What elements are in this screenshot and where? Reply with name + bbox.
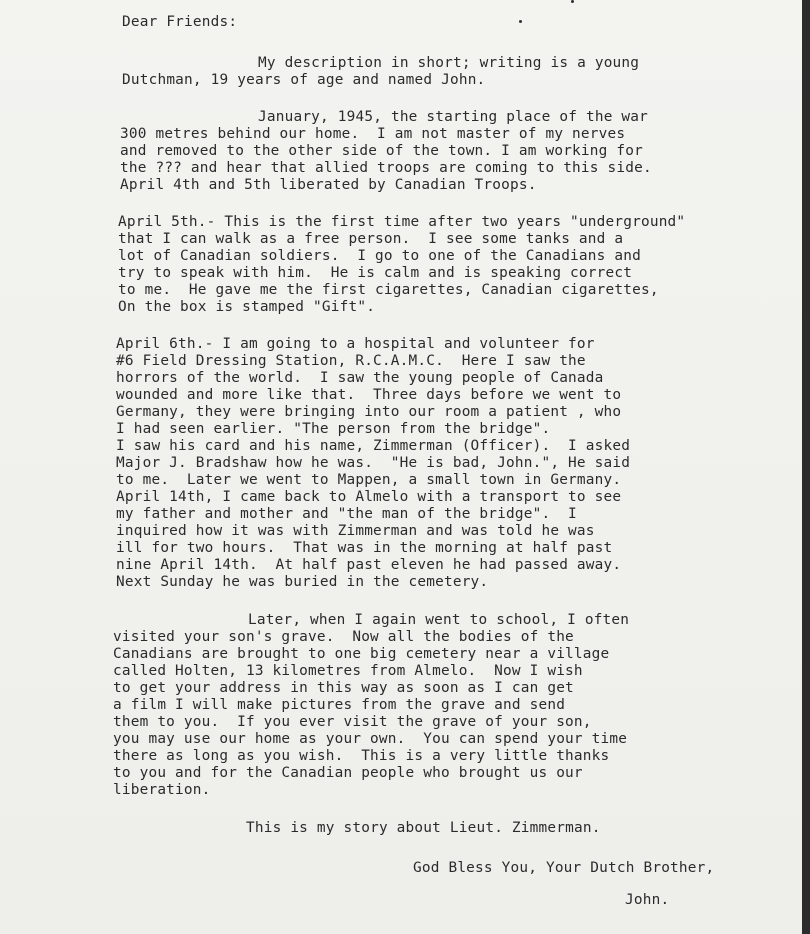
salutation: Dear Friends: xyxy=(122,14,238,30)
paragraph-5-line-10: to you and for the Canadian people who brought us our xyxy=(113,765,583,781)
paragraph-4-line-14: nine April 14th. At half past eleven he had passed away. xyxy=(116,557,622,573)
paragraph-4-line-7: I saw his card and his name, Zimmerman (Officer). I asked xyxy=(116,438,631,454)
paragraph-6-line-1: This is my story about Lieut. Zimmerman. xyxy=(246,820,601,836)
paragraph-3-line-3: lot of Canadian soldiers. I go to one of the Canadians and xyxy=(118,248,641,264)
ink-mark xyxy=(571,0,574,3)
paragraph-2-line-4: the ??? and hear that allied troops are coming to this side. xyxy=(120,160,652,176)
paragraph-5-line-7: them to you. If you ever visit the grave of your son, xyxy=(113,714,592,730)
paragraph-2-line-5: April 4th and 5th liberated by Canadian Troops. xyxy=(120,177,537,193)
paragraph-5-line-3: Canadians are brought to one big cemetery near a village xyxy=(113,646,610,662)
paragraph-5-line-8: you may use our home as your own. You can spend your time xyxy=(113,731,628,747)
paragraph-1-line-1: My description in short; writing is a young xyxy=(258,55,640,71)
paragraph-5-line-5: to get your address in this way as soon as I can get xyxy=(113,680,574,696)
paragraph-4-line-1: April 6th.- I am going to a hospital and volunteer for xyxy=(116,336,595,352)
paragraph-4-line-12: inquired how it was with Zimmerman and was told he was xyxy=(116,523,595,539)
paragraph-5-line-1: Later, when I again went to school, I often xyxy=(248,612,630,628)
paragraph-4-line-3: horrors of the world. I saw the young people of Canada xyxy=(116,370,604,386)
page-edge xyxy=(802,0,810,934)
paragraph-4-line-11: my father and mother and "the man of the bridge". I xyxy=(116,506,577,522)
paragraph-3-line-4: try to speak with him. He is calm and is speaking correct xyxy=(118,265,633,281)
paragraph-3-line-1: April 5th.- This is the first time after two years "underground" xyxy=(118,214,686,230)
paragraph-2-line-1: January, 1945, the starting place of the war xyxy=(258,109,649,125)
ink-mark xyxy=(519,20,522,23)
paragraph-5-line-11: liberation. xyxy=(113,782,211,798)
closing: God Bless You, Your Dutch Brother, xyxy=(413,860,715,876)
paragraph-2-line-3: and removed to the other side of the town. I am working for xyxy=(120,143,643,159)
paragraph-5-line-9: there as long as you wish. This is a very little thanks xyxy=(113,748,610,764)
paragraph-5-line-6: a film I will make pictures from the grave and send xyxy=(113,697,566,713)
paragraph-3-line-2: that I can walk as a free person. I see some tanks and a xyxy=(118,231,624,247)
paragraph-5-line-2: visited your son's grave. Now all the bodies of the xyxy=(113,629,574,645)
paragraph-3-line-6: On the box is stamped "Gift". xyxy=(118,299,376,315)
paragraph-1-line-2: Dutchman, 19 years of age and named John. xyxy=(122,72,486,88)
paragraph-4-line-10: April 14th, I came back to Almelo with a transport to see xyxy=(116,489,622,505)
paragraph-5-line-4: called Holten, 13 kilometres from Almelo. Now I wish xyxy=(113,663,583,679)
paragraph-4-line-4: wounded and more like that. Three days before we went to xyxy=(116,387,622,403)
signature: John. xyxy=(625,892,670,908)
paragraph-4-line-8: Major J. Bradshaw how he was. "He is bad, John.", He said xyxy=(116,455,631,471)
paragraph-4-line-9: to me. Later we went to Mappen, a small town in Germany. xyxy=(116,472,622,488)
paragraph-4-line-13: ill for two hours. That was in the morning at half past xyxy=(116,540,613,556)
paragraph-4-line-15: Next Sunday he was buried in the cemetery. xyxy=(116,574,489,590)
paragraph-2-line-2: 300 metres behind our home. I am not master of my nerves xyxy=(120,126,626,142)
paragraph-4-line-5: Germany, they were bringing into our room a patient , who xyxy=(116,404,622,420)
paragraph-3-line-5: to me. He gave me the first cigarettes, Canadian cigarettes, xyxy=(118,282,659,298)
paragraph-4-line-2: #6 Field Dressing Station, R.C.A.M.C. Here I saw the xyxy=(116,353,586,369)
paragraph-4-line-6: I had seen earlier. "The person from the bridge". xyxy=(116,421,551,437)
